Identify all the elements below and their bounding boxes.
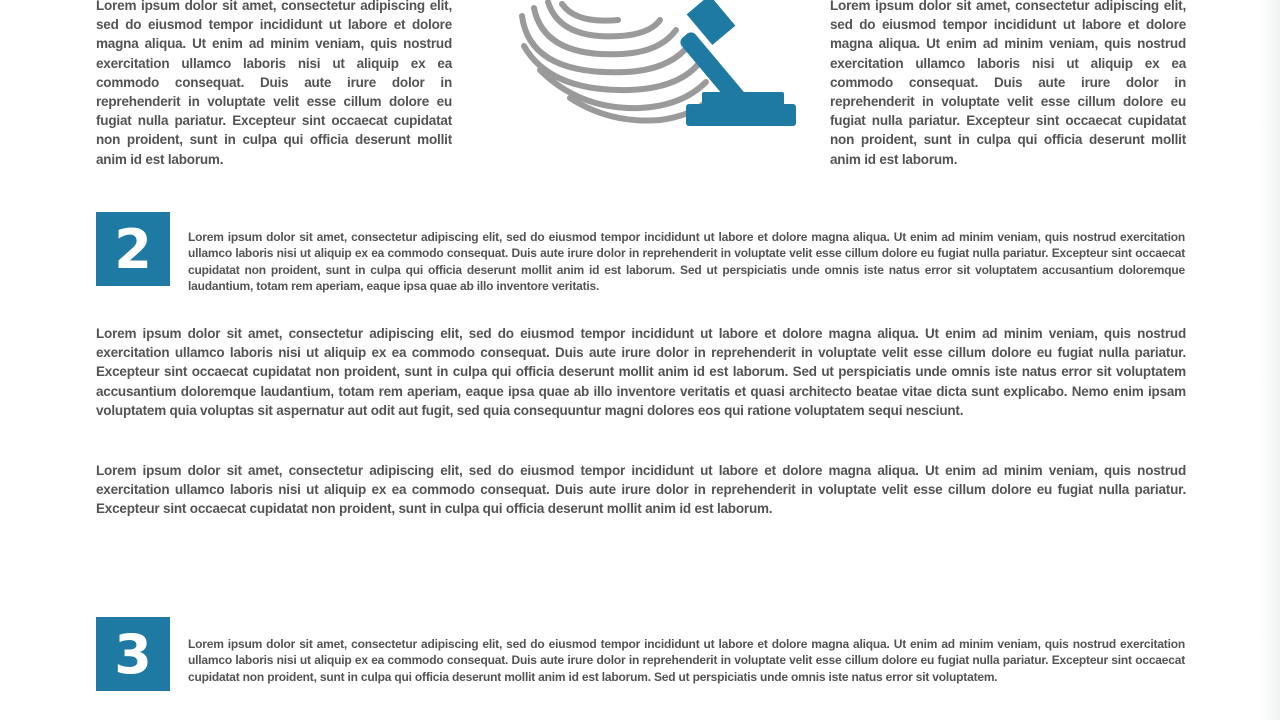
- section-3-intro: Lorem ipsum dolor sit amet, consectetur adipiscing elit, sed do eiusmod tempor incididunt ut labore et dolore magna aliqua. Ut enim ad minim veniam, quis nostrud exercitation ullamco laboris nisi ut aliquip ex ea commodo consequat. Duis aute irure dolor in reprehenderit in voluptate velit esse cillum dolore eu fugiat nulla pariatur. Excepteur sint occaecat cupidatat non proident, sunt in culpa qui officia deserunt mollit anim id est laborum. Sed ut perspiciatis unde omnis iste natus error sit voluptatem.: [188, 637, 1185, 684]
- section-2-paragraph-2: Lorem ipsum dolor sit amet, consectetur adipiscing elit, sed do eiusmod tempor incididunt ut labore et dolore magna aliqua. Ut enim ad minim veniam, quis nostrud exercitation ullamco laboris nisi ut aliquip ex ea commodo consequat. Duis aute irure dolor in reprehenderit in voluptate velit esse cillum dolore eu fugiat nulla pariatur. Excepteur sint occaecat cupidatat non proident, sunt in culpa qui officia deserunt mollit anim id est laborum.: [96, 463, 1186, 517]
- top-right-paragraph: Lorem ipsum dolor sit amet, consectetur adipiscing elit, sed do eiusmod tempor incididunt ut labore et dolore magna aliqua. Ut enim ad minim veniam, quis nostrud exercitation ullamco laboris nisi ut aliquip ex ea commodo consequat. Duis aute irure dolor in reprehenderit in voluptate velit esse cillum dolore eu fugiat nulla pariatur. Excepteur sint occaecat cupidatat non proident, sunt in culpa qui officia deserunt mollit anim id est laborum.: [830, 0, 1186, 167]
- section-number-2: 2: [96, 212, 170, 286]
- fingerprint-gavel-icon: [500, 0, 820, 140]
- page-edge-shadow: [1258, 0, 1280, 720]
- section-2-intro: Lorem ipsum dolor sit amet, consectetur adipiscing elit, sed do eiusmod tempor incididunt ut labore et dolore magna aliqua. Ut enim ad minim veniam, quis nostrud exercitation ullamco laboris nisi ut aliquip ex ea commodo consequat. Duis aute irure dolor in reprehenderit in voluptate velit esse cillum dolore eu fugiat nulla pariatur. Excepteur sint occaecat cupidatat non proident, sunt in culpa qui officia deserunt mollit anim id est laborum. Sed ut perspiciatis unde omnis iste natus error sit voluptatem accusantium doloremque laudantium, totam rem aperiam, eaque ipsa quae ab illo inventore veritatis.: [188, 230, 1185, 293]
- top-left-paragraph: Lorem ipsum dolor sit amet, consectetur adipiscing elit, sed do eiusmod tempor incididunt ut labore et dolore magna aliqua. Ut enim ad minim veniam, quis nostrud exercitation ullamco laboris nisi ut aliquip ex ea commodo consequat. Duis aute irure dolor in reprehenderit in voluptate velit esse cillum dolore eu fugiat nulla pariatur. Excepteur sint occaecat cupidatat non proident, sunt in culpa qui officia deserunt mollit anim id est laborum.: [96, 0, 452, 167]
- section-number-3: 3: [96, 617, 170, 691]
- section-2-paragraph-1: Lorem ipsum dolor sit amet, consectetur adipiscing elit, sed do eiusmod tempor incididunt ut labore et dolore magna aliqua. Ut enim ad minim veniam, quis nostrud exercitation ullamco laboris nisi ut aliquip ex ea commodo consequat. Duis aute irure dolor in reprehenderit in voluptate velit esse cillum dolore eu fugiat nulla pariatur. Excepteur sint occaecat cupidatat non proident, sunt in culpa qui officia deserunt mollit anim id est laborum. Sed ut perspiciatis unde omnis iste natus error sit voluptatem accusantium doloremque laudantium, totam rem aperiam, eaque ipsa quae ab illo inventore veritatis et quasi architecto beatae vitae dicta sunt explicabo. Nemo enim ipsam voluptatem quia voluptas sit aspernatur aut odit aut fugit, sed quia consequuntur magni dolores eos qui ratione voluptatem sequi nesciunt.: [96, 326, 1186, 418]
